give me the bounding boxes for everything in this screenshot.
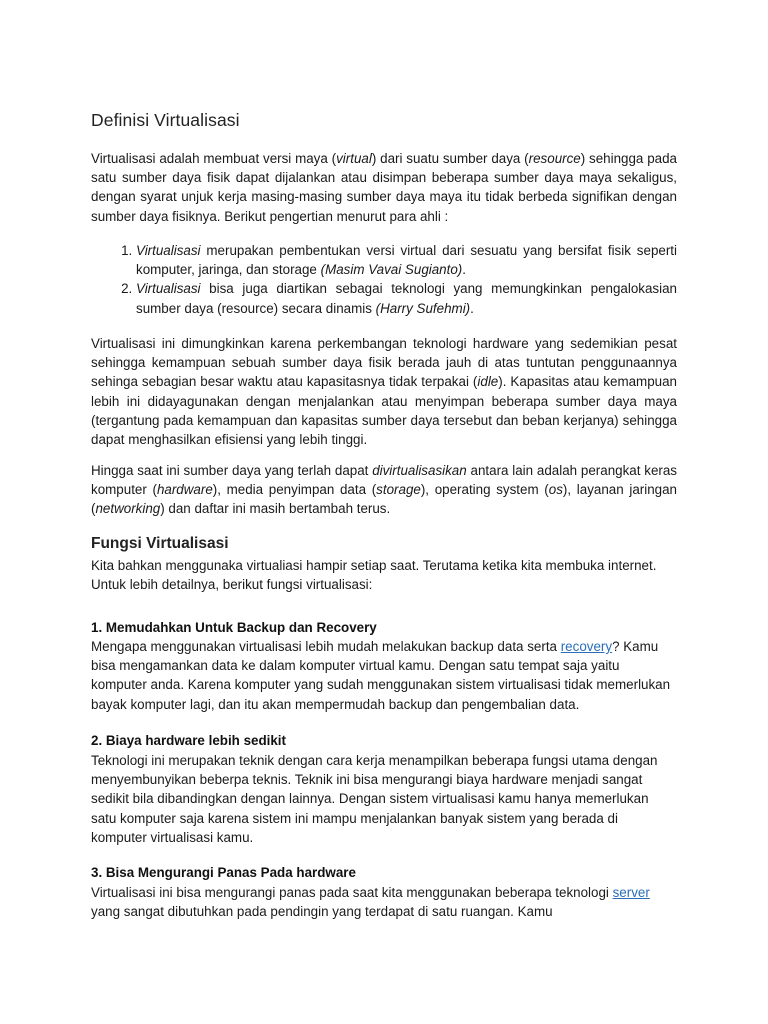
italic-term: Virtualisasi (136, 243, 201, 258)
italic-term: resource (528, 151, 581, 166)
text-run: yang sangat dibutuhkan pada pendingin yang terdapat di satu ruangan. Kamu (91, 904, 553, 920)
section-heading: Fungsi Virtualisasi (91, 535, 229, 552)
text-run: . (470, 300, 474, 316)
italic-term: virtual (336, 151, 372, 166)
subsection-heading: 1. Memudahkan Untuk Backup dan Recovery (91, 620, 377, 635)
subsection-heading: 3. Bisa Mengurangi Panas Pada hardware (91, 865, 356, 880)
text-run: ) dari suatu sumber daya ( (371, 151, 529, 166)
text-run: Mengapa menggunakan virtualisasi lebih mudah melakukan backup data serta (91, 639, 561, 654)
italic-term: hardware (156, 482, 213, 498)
text-run: ), media penyimpan data ( (212, 482, 377, 498)
subsection-body (91, 637, 677, 714)
text-run: ) dan daftar ini masih bertambah terus. (160, 501, 391, 517)
italic-term: divirtualisasikan (372, 463, 467, 478)
text-run: ) sehingga pada satu sumber daya fisik dapat dijalankan atau disimpan beberapa sumber daya maya sekaligus, dengan syarat unjuk kerja masing-masing sumber daya maya itu tidak berbeda signifikan dengan sumber daya fisiknya. Berikut pengertian menurut para ahli : (91, 151, 677, 224)
section-intro: Kita bahkan menggunaka virtualiasi hampir setiap saat. Terutama ketika kita membuka internet. Untuk lebih detailnya, berikut fungsi virtualisasi: (91, 558, 657, 593)
text-run: Hingga saat ini sumber daya yang terlah dapat (91, 463, 373, 478)
intro-paragraph (91, 149, 677, 226)
text-run: ), layanan jaringan ( (91, 482, 678, 517)
body-paragraph (91, 334, 677, 449)
text-run: antara lain adalah perangkat keras komputer ( (91, 463, 677, 498)
italic-term: idle (477, 374, 499, 390)
italic-term: storage (376, 482, 421, 498)
citation: (Harry Sufehmi) (375, 300, 471, 316)
body-paragraph (91, 461, 677, 519)
server-link[interactable]: server (612, 885, 650, 900)
italic-term: networking (95, 501, 161, 517)
text-run: merupakan pembentukan versi virtual dari sesuatu yang bersifat fisik seperti komputer, jaringa, dan storage (136, 243, 677, 278)
text-run: Virtualisasi ini dimungkinkan karena perkembangan teknologi hardware yang sedemikian pesat sehingga kemampuan sebuah sumber daya fisik berada jauh di atas tuntutan penggunaannya sehinga sebagian besar waktu atau kapasitasnya tidak terpakai ( (91, 336, 677, 390)
text-run: . (462, 262, 466, 278)
text-run: ). Kapasitas atau kemampuan lebih ini didayagunakan dengan menjalankan atau menyimpan beberapa sumber daya maya (tergantung pada kemampuan dan kapasitas sumber daya tersebut dan beban kerjanya) sehingga dapat menghasilkan efisiensi yang lebih tinggi. (91, 374, 677, 448)
text-run: ? Kamu bisa mengamankan data ke dalam komputer virtual kamu. Dengan satu tempat saja yaitu komputer anda. Karena komputer yang sudah menggunakan sistem virtualisasi tidak memerlukan bayak komputer lagi, dan itu akan mempermudah backup dan pengembalian data. (91, 639, 671, 712)
list-item (136, 241, 677, 279)
italic-term: os (548, 482, 563, 498)
text-run: Virtualisasi adalah membuat versi maya ( (91, 151, 337, 166)
text-run: Virtualisasi ini bisa mengurangi panas pada saat kita menggunakan beberapa teknologi (91, 885, 613, 900)
subsection-body (91, 883, 677, 921)
list-item (136, 279, 677, 317)
definition-list (91, 241, 677, 318)
subsection-heading: 2. Biaya hardware lebih sedikit (91, 733, 286, 748)
text-run: ), operating system ( (420, 482, 549, 498)
citation: (Masim Vavai Sugianto) (320, 262, 463, 278)
text-run: Teknologi ini merupakan teknik dengan cara kerja menampilkan beberapa fungsi utama dengan menyembunyikan beberpa teknis. Teknik ini bisa mengurangi biaya hardware menjadi sangat sedikit bila dibandingkan dengan lainnya. Dengan sistem virtualisasi kamu hanya memerlukan satu komputer saja karena sistem ini mampu menjalankan banyak sistem yang berada di komputer virtualisasi kamu. (91, 753, 658, 845)
text-run: bisa juga diartikan sebagai teknologi yang memungkinkan pengalokasian sumber daya (resource) secara dinamis (136, 281, 677, 316)
subsection-body (91, 751, 677, 847)
italic-term: Virtualisasi (136, 281, 201, 297)
recovery-link[interactable]: recovery (560, 639, 613, 654)
page-title: Definisi Virtualisasi (91, 110, 240, 130)
